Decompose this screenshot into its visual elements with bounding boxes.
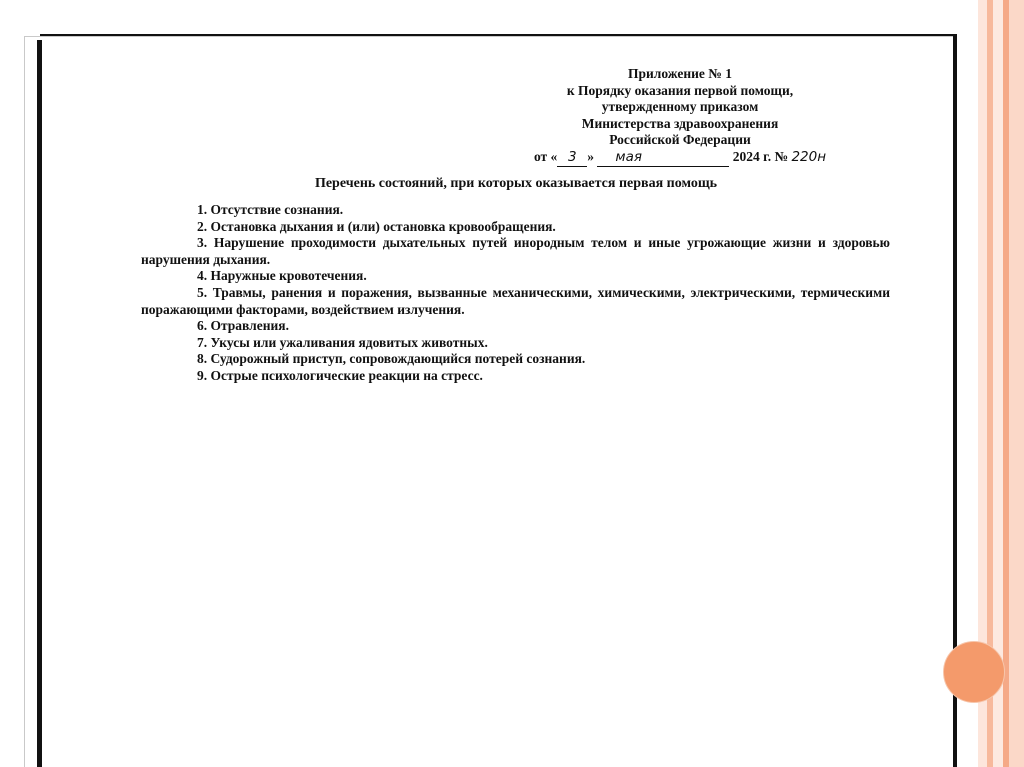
date-mid: »: [587, 148, 595, 164]
accent-circle: [943, 641, 1005, 703]
list-item: 8. Судорожный приступ, сопровождающийся потерей сознания.: [197, 351, 586, 367]
list-item: 6. Отравления.: [197, 318, 289, 334]
date-day: 3: [557, 149, 587, 167]
header-line-3: утвержденному приказом: [601, 99, 759, 115]
list-item: 2. Остановка дыхания и (или) остановка кровообращения.: [197, 218, 556, 234]
scan-top-border: [40, 34, 956, 36]
conditions-list: [141, 202, 890, 385]
header-line-1: Приложение № 1: [628, 66, 732, 81]
header-line-4: Министерства здравоохранения: [581, 115, 779, 131]
stripe-5: [1009, 0, 1024, 767]
date-prefix: от «: [533, 148, 558, 164]
list-item: 7. Укусы или ужаливания ядовитых животных.: [197, 334, 488, 350]
list-item: 9. Острые психологические реакции на стресс.: [197, 367, 483, 383]
date-year: 2024 г. №: [732, 148, 789, 164]
order-number: 220н: [791, 148, 827, 165]
header-date-line: [500, 149, 860, 167]
date-month: мая: [597, 149, 729, 167]
list-item: 1. Отсутствие сознания.: [197, 202, 344, 217]
list-item: 4. Наружные кровотечения.: [197, 268, 367, 284]
header-line-2: к Порядку оказания первой помощи,: [566, 82, 794, 98]
document-title: Перечень состояний, при которых оказывается первая помощь: [314, 176, 718, 191]
list-item: 5. Травмы, ранения и поражения, вызванные механическими, химическими, электрическими, термическими поражающими факторами, воздействием излучения.: [141, 284, 890, 317]
list-item: 3. Нарушение проходимости дыхательных путей инородным телом и иные угрожающие жизни и здоровью нарушения дыхания.: [141, 235, 890, 267]
scan-left-border: [37, 40, 42, 767]
document-header: [500, 66, 860, 167]
header-line-5: Российской Федерации: [609, 132, 751, 148]
